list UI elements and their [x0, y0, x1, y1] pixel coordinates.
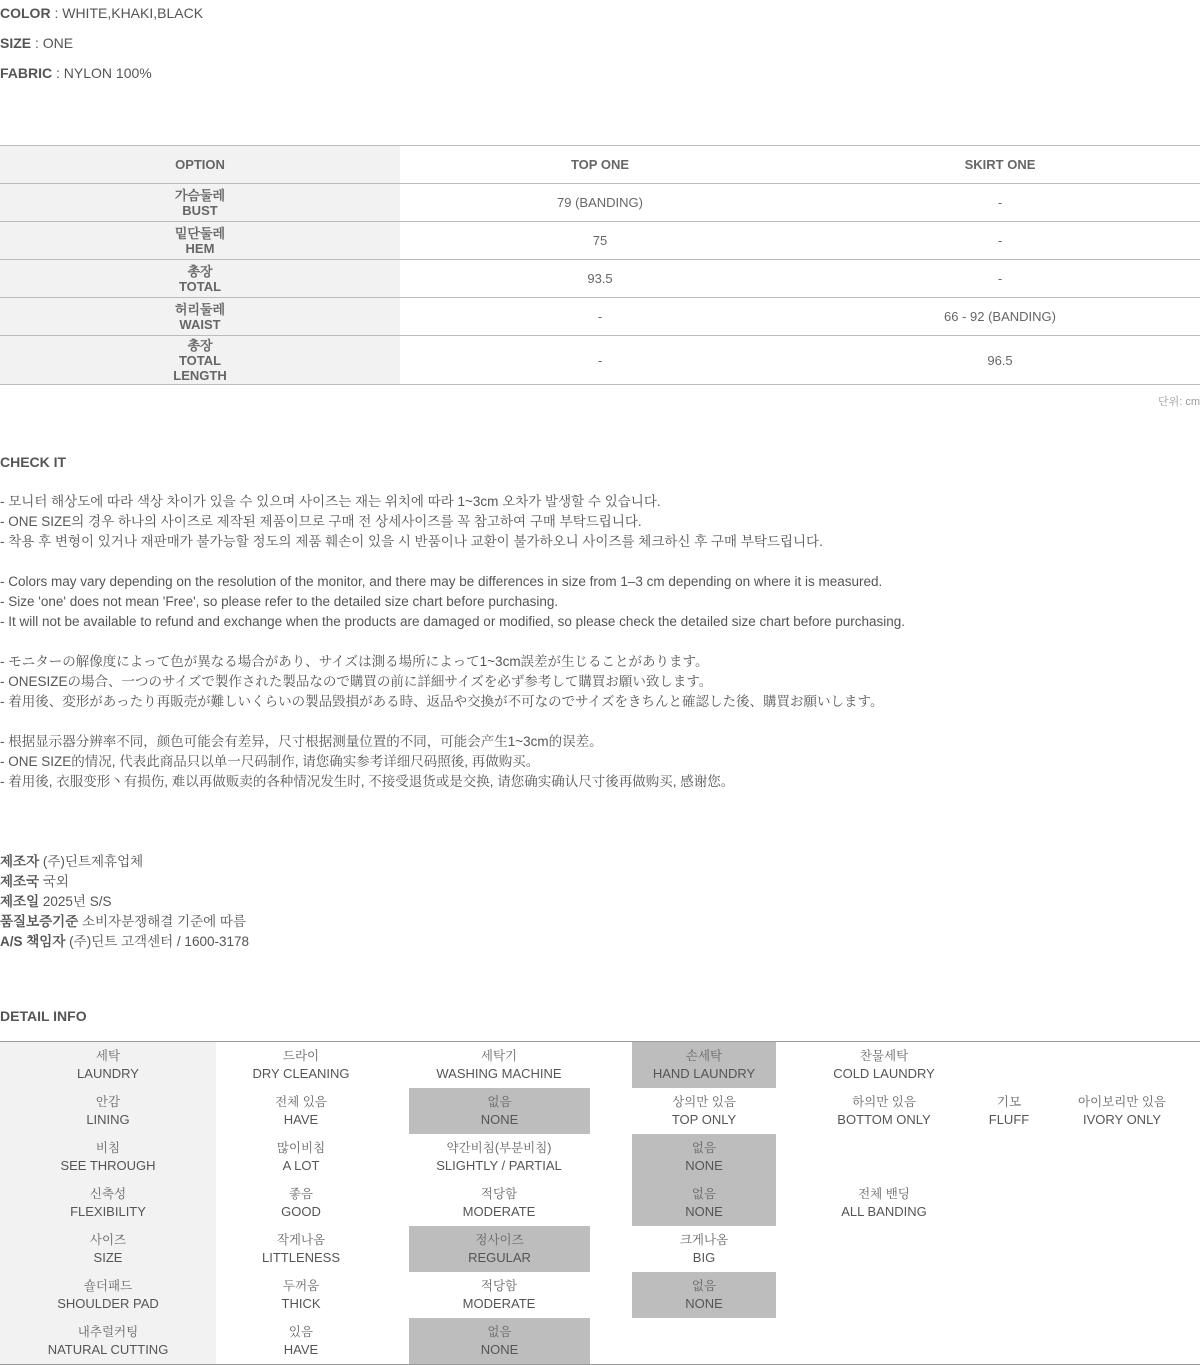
- detail-option-ko: 손세탁: [685, 1049, 723, 1063]
- detail-label: [0, 1318, 216, 1364]
- row-label-en: HEM: [185, 240, 215, 256]
- detail-option-en: A LOT: [282, 1158, 320, 1173]
- cell-skirt: -: [800, 222, 1200, 260]
- detail-option-ko: 없음: [691, 1279, 717, 1293]
- detail-label: [0, 1226, 216, 1272]
- notice-en-3: - It will not be available to refund and exchange when the products are damaged or modified, so please check the detailed size chart before purchasing.: [0, 614, 906, 629]
- detail-option-ko: 드라이: [282, 1049, 320, 1063]
- detail-option-en: COLD LAUNDRY: [833, 1066, 935, 1081]
- row-label: [0, 260, 400, 298]
- detail-label: [0, 1134, 216, 1180]
- notice-en-2: - Size 'one' does not mean 'Free', so please refer to the detailed size chart before purchasing.: [0, 594, 559, 609]
- maker-value: 소비자분쟁해결 기준에 따름: [82, 914, 247, 929]
- table-row: [0, 184, 1200, 222]
- row-label-ko: 총장: [187, 337, 213, 353]
- detail-option: [632, 1088, 776, 1134]
- detail-option: [776, 1042, 992, 1088]
- detail-option-en: NONE: [685, 1296, 723, 1311]
- detail-option: [216, 1134, 386, 1180]
- spec-size: SIZE : ONE: [0, 35, 74, 51]
- detail-label-ko: 숄더패드: [83, 1279, 133, 1293]
- maker-key: 제조일: [0, 894, 40, 909]
- maker-value: (주)딘트제휴업체: [42, 854, 144, 869]
- detail-label-ko: 안감: [95, 1095, 121, 1109]
- detail-option-selected: [632, 1042, 776, 1088]
- maker-date: [0, 892, 111, 912]
- row-label: [0, 184, 400, 222]
- detail-info-grid: [0, 1041, 1200, 1365]
- detail-option-en: MODERATE: [462, 1296, 536, 1311]
- notice-ko-1: - 모니터 해상도에 따라 색상 차이가 있을 수 있으며 사이즈는 재는 위치에 따라 1~3cm 오차가 발생할 수 있습니다.: [0, 494, 661, 509]
- spec-value: WHITE,KHAKI,BLACK: [62, 5, 204, 21]
- detail-option: [216, 1226, 386, 1272]
- cell-skirt: 66 - 92 (BANDING): [800, 298, 1200, 336]
- spec-key: COLOR: [0, 5, 51, 21]
- maker-value: 2025년 S/S: [42, 894, 112, 909]
- detail-option: [776, 1180, 992, 1226]
- detail-label-ko: 비침: [95, 1141, 121, 1155]
- cell-skirt: -: [800, 184, 1200, 222]
- detail-option-en: DRY CLEANING: [252, 1066, 350, 1081]
- detail-option-en: ALL BANDING: [841, 1204, 927, 1219]
- detail-option-en: HAVE: [283, 1112, 319, 1127]
- row-label: [0, 336, 400, 385]
- detail-option-en: MODERATE: [462, 1204, 536, 1219]
- detail-option: [216, 1180, 386, 1226]
- detail-option-ko: 전체 밴딩: [858, 1187, 910, 1201]
- maker-country: [0, 872, 69, 892]
- detail-option-ko: 상의만 있음: [672, 1095, 736, 1109]
- detail-option-en: HAND LAUNDRY: [652, 1066, 756, 1081]
- detail-label-ko: 세탁: [95, 1049, 121, 1063]
- notice-ja-1: - モニターの解像度によって色が異なる場合があり、サイズは測る場所によって1~3cm誤差が生じることがあります。: [0, 654, 709, 669]
- detail-option-selected: [632, 1272, 776, 1318]
- detail-option-en: NONE: [480, 1342, 519, 1357]
- detail-option-ko: 아이보리만 있음: [1078, 1095, 1166, 1109]
- maker-as: [0, 932, 249, 952]
- notice-zh-2: - ONE SIZE的情况, 代表此商品只以单一尺码制作, 请您确实参考详细尺码照後, 再做购买。: [0, 754, 540, 769]
- row-label-en: TOTAL: [178, 352, 222, 368]
- detail-option-selected: [632, 1134, 776, 1180]
- maker-key: 제조국: [0, 874, 40, 889]
- spec-value: NYLON 100%: [63, 65, 152, 81]
- detail-option-en: HAVE: [283, 1342, 319, 1357]
- row-label-ko: 밑단둘레: [174, 225, 226, 241]
- unit-note: 단위: cm: [1157, 396, 1200, 408]
- detail-option-ko: 많이비침: [276, 1141, 326, 1155]
- detail-option-ko: 없음: [487, 1325, 512, 1339]
- cell-top: -: [400, 336, 800, 385]
- detail-option-en: LITTLENESS: [261, 1250, 341, 1265]
- detail-option: [216, 1042, 386, 1088]
- detail-option-en: REGULAR: [468, 1250, 531, 1265]
- detail-label-en: SHOULDER PAD: [57, 1296, 159, 1311]
- row-label: [0, 298, 400, 336]
- detail-label: [0, 1180, 216, 1226]
- detail-option-ko: 전체 있음: [275, 1095, 327, 1109]
- table-row: [0, 298, 1200, 336]
- detail-option-ko: 두꺼움: [282, 1279, 320, 1293]
- detail-label: [0, 1088, 216, 1134]
- size-table: [0, 145, 1200, 385]
- detail-label: [0, 1042, 216, 1088]
- detail-option-en: BOTTOM ONLY: [837, 1112, 931, 1127]
- detail-option: [216, 1272, 386, 1318]
- detail-option: [409, 1134, 590, 1180]
- cell-top: 93.5: [400, 260, 800, 298]
- spec-key: FABRIC: [0, 65, 53, 81]
- cell-top: 75: [400, 222, 800, 260]
- detail-option-en: FLUFF: [988, 1112, 1030, 1127]
- size-table-header: [0, 146, 1200, 184]
- row-label: [0, 222, 400, 260]
- detail-option-selected: [632, 1180, 776, 1226]
- detail-option-en: WASHING MACHINE: [436, 1066, 562, 1081]
- detail-label-en: LINING: [86, 1112, 130, 1127]
- spec-value: ONE: [42, 35, 74, 51]
- header-skirt-one: SKIRT ONE: [800, 146, 1200, 184]
- row-label-en: TOTAL: [178, 278, 222, 294]
- cell-top: 79 (BANDING): [400, 184, 800, 222]
- detail-label-en: LAUNDRY: [77, 1066, 139, 1081]
- detail-option-en: THICK: [281, 1296, 321, 1311]
- cell-skirt: -: [800, 260, 1200, 298]
- detail-option-ko: 약간비침(부분비침): [446, 1141, 552, 1155]
- detail-option-ko: 찬물세탁: [859, 1049, 909, 1063]
- maker-value: (주)딘트 고객센터 / 1600-3178: [69, 934, 249, 949]
- detail-option-en: IVORY ONLY: [1082, 1112, 1162, 1127]
- detail-option-selected: [409, 1318, 590, 1364]
- table-row: [0, 222, 1200, 260]
- detail-option: [776, 1088, 992, 1134]
- row-label-en: WAIST: [179, 316, 221, 332]
- detail-option-ko: 있음: [288, 1325, 314, 1339]
- detail-label-ko: 사이즈: [89, 1233, 127, 1247]
- detail-option-ko: 없음: [691, 1141, 717, 1155]
- row-label-ko: 총장: [187, 263, 213, 279]
- detail-option: [409, 1272, 590, 1318]
- detail-option-en: BIG: [692, 1250, 716, 1265]
- detail-option-ko: 세탁기: [480, 1049, 518, 1063]
- detail-label: [0, 1272, 216, 1318]
- detail-option-ko: 적당함: [480, 1279, 518, 1293]
- spec-key: SIZE: [0, 35, 32, 51]
- detail-option-ko: 적당함: [480, 1187, 518, 1201]
- row-label-en: BUST: [182, 202, 218, 218]
- detail-info-title: DETAIL INFO: [0, 1008, 87, 1024]
- detail-label-en: FLEXIBILITY: [70, 1204, 146, 1219]
- detail-option: [1045, 1088, 1200, 1134]
- notice-ko-2: - ONE SIZE의 경우 하나의 사이즈로 제작된 제품이므로 구매 전 상세사이즈를 꼭 참고하여 구매 부탁드립니다.: [0, 514, 642, 529]
- detail-option-en: NONE: [685, 1158, 723, 1173]
- maker-value: 국외: [42, 874, 69, 889]
- detail-option-ko: 작게나옴: [276, 1233, 326, 1247]
- detail-option-selected: [409, 1088, 590, 1134]
- detail-option: [216, 1088, 386, 1134]
- notice-ja-2: - ONESIZEの場合、一つのサイズで製作された製品なので購買の前に詳細サイズを必ず参考して購買お願い致します。: [0, 674, 713, 689]
- detail-option-ko: 좋음: [288, 1187, 314, 1201]
- maker-key: 제조자: [0, 854, 40, 869]
- table-row: [0, 336, 1200, 385]
- detail-option-ko: 정사이즈: [475, 1233, 524, 1247]
- table-row: [0, 260, 1200, 298]
- maker-manufacturer: [0, 852, 143, 872]
- notice-zh-1: - 根据显示器分辨率不同，颜色可能会有差异，尺寸根据测量位置的不同，可能会产生1~3cm的误差。: [0, 734, 603, 749]
- detail-option-en: GOOD: [281, 1204, 321, 1219]
- row-label-en2: LENGTH: [173, 367, 227, 383]
- notice-ja-3: - 着用後、変形があったり再販売が難しいくらいの製品毀損がある時、返品や交換が不可なのでサイズをきちんと確認した後、購買お願いします。: [0, 694, 884, 709]
- notice-en-1: - Colors may vary depending on the resolution of the monitor, and there may be differences in size from 1–3 cm depending on where it is measured.: [0, 574, 883, 589]
- header-top-one: TOP ONE: [400, 146, 800, 184]
- detail-option-selected: [409, 1226, 590, 1272]
- cell-top: -: [400, 298, 800, 336]
- detail-option-ko: 크게나옴: [679, 1233, 729, 1247]
- detail-option: [632, 1226, 776, 1272]
- detail-label-en: SEE THROUGH: [60, 1158, 156, 1173]
- row-label-ko: 허리둘레: [174, 301, 226, 317]
- maker-key: 품질보증기준: [0, 914, 79, 929]
- detail-option-ko: 없음: [487, 1095, 512, 1109]
- detail-option: [979, 1088, 1039, 1134]
- check-it-title: CHECK IT: [0, 454, 67, 470]
- notice-zh-3: - 着用後, 衣服变形丶有损伤, 难以再做贩卖的各种情况发生时, 不接受退货或是交换, 请您确实确认尺寸後再做购买, 感谢您。: [0, 774, 735, 789]
- detail-option-ko: 하의만 있음: [852, 1095, 916, 1109]
- detail-option: [409, 1042, 590, 1088]
- detail-option-en: SLIGHTLY / PARTIAL: [436, 1158, 562, 1173]
- spec-fabric: FABRIC : NYLON 100%: [0, 65, 152, 81]
- spec-color: COLOR : WHITE,KHAKI,BLACK: [0, 5, 204, 21]
- cell-skirt: 96.5: [800, 336, 1200, 385]
- detail-option: [216, 1318, 386, 1364]
- detail-label-en: SIZE: [93, 1250, 123, 1265]
- header-option: OPTION: [0, 146, 400, 184]
- notice-ko-3: - 착용 후 변형이 있거나 재판매가 불가능할 정도의 제품 훼손이 있을 시 반품이나 교환이 불가하오니 사이즈를 체크하신 후 구매 부탁드립니다.: [0, 534, 823, 549]
- detail-option-en: NONE: [685, 1204, 723, 1219]
- maker-key: A/S 책임자: [0, 934, 66, 949]
- detail-option: [409, 1180, 590, 1226]
- detail-option-ko: 기모: [996, 1095, 1022, 1109]
- detail-option-en: TOP ONLY: [671, 1112, 737, 1127]
- detail-label-en: NATURAL CUTTING: [47, 1342, 169, 1357]
- detail-label-ko: 내추럴커팅: [77, 1325, 139, 1339]
- detail-option-ko: 없음: [691, 1187, 717, 1201]
- row-label-ko: 가슴둘레: [174, 187, 226, 203]
- maker-warranty: [0, 912, 246, 932]
- detail-option-en: NONE: [480, 1112, 519, 1127]
- detail-label-ko: 신축성: [89, 1187, 127, 1201]
